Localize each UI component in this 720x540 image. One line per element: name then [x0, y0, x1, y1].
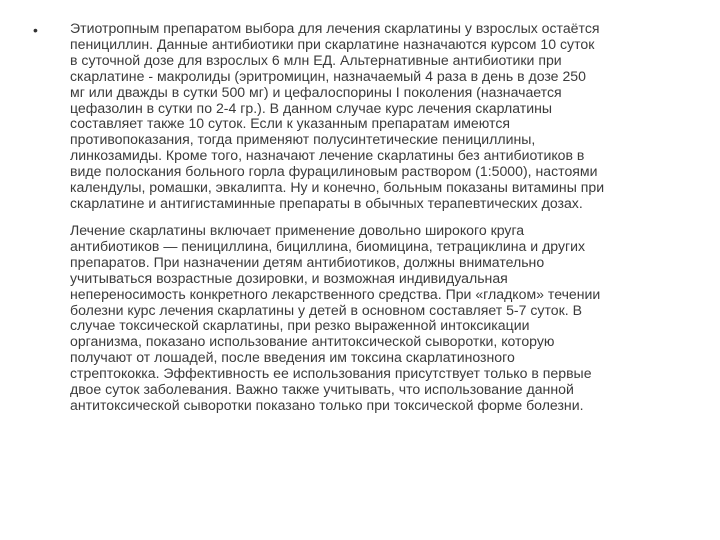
- text-line: скарлатине и антигистаминные препараты в обычных терапевтических дозах.: [70, 194, 583, 211]
- text-line: в суточной дозе для взрослых 6 млн ЕД. Альтернативные антибиотики при: [70, 51, 562, 68]
- text-line: антитоксической сыворотки показано только при токсической форме болезни.: [70, 396, 584, 413]
- text-line: Лечение скарлатины включает применение довольно широкого круга: [70, 222, 525, 238]
- text-line: виде полоскания больного горла фурацилиновым раствором (1:5000), настоями: [70, 163, 598, 180]
- text-line: скарлатине - макролиды (эритромицин, назначаемый 4 раза в день в дозе 250: [70, 67, 586, 84]
- text-line: получают от лошадей, после введения им токсина скарлатинозного: [70, 349, 515, 366]
- text-line: препаратов. При назначении детям антибиотиков, должны внимательно: [70, 253, 545, 270]
- text-line: болезни курс лечения скарлатины у детей в основном составляет 5-7 суток. В: [70, 301, 583, 318]
- text-line: антибиотиков — пенициллина, бициллина, биомицина, тетрациклина и других: [70, 237, 586, 254]
- text-line: стрептококка. Эффективность ее использования присутствует только в первые: [70, 365, 592, 382]
- text-line: непереносимость конкретного лекарственного средства. При «гладком» течении: [70, 285, 601, 302]
- paragraph-child-treatment: [70, 223, 718, 414]
- text-line: организма, показано использование антитоксической сыворотки, которую: [70, 333, 555, 350]
- paragraph-adult-treatment: [70, 21, 718, 212]
- text-line: календулы, ромашки, эвкалипта. Ну и конечно, больным показаны витамины при: [70, 179, 605, 196]
- text-line: случае токсической скарлатины, при резко выраженной интоксикации: [70, 317, 530, 334]
- text-line: цефазолин в сутки по 2-4 гр.). В данном случае курс лечения скарлатины: [70, 99, 552, 116]
- text-line: линкозамиды. Кроме того, назначают лечение скарлатины без антибиотиков в: [70, 147, 585, 164]
- text-line: Этиотропным препаратом выбора для лечения скарлатины у взрослых остаётся: [70, 20, 600, 36]
- text-line: учитываться возрастные дозировки, и возможная индивидуальная: [70, 269, 508, 286]
- bullet-marker: •: [33, 22, 38, 38]
- text-line: составляет также 10 суток. Если к указанным препаратам имеются: [70, 115, 510, 132]
- text-line: мг или дважды в сутки 500 мг) и цефалоспорины I поколения (назначается: [70, 83, 562, 100]
- text-line: двое суток заболевания. Важно также учитывать, что использование данной: [70, 381, 574, 398]
- text-line: пенициллин. Данные антибиотики при скарлатине назначаются курсом 10 суток: [70, 35, 595, 52]
- text-line: противопоказания, тогда применяют полусинтетические пенициллины,: [70, 131, 536, 148]
